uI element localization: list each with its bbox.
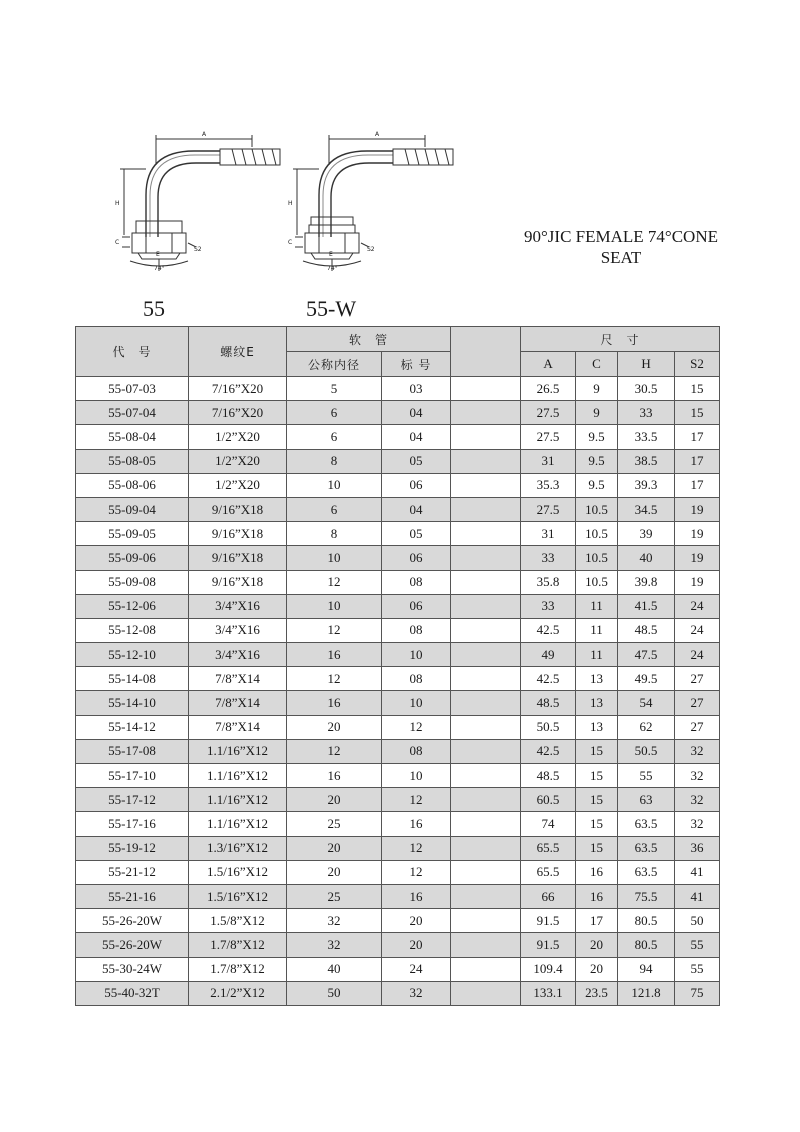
cell-code: 55-17-08 <box>76 739 189 763</box>
table-row <box>76 522 720 546</box>
cell-code: 55-19-12 <box>76 836 189 860</box>
cell-code: 55-14-10 <box>76 691 189 715</box>
table-row <box>76 497 720 521</box>
cell-c: 23.5 <box>576 981 618 1005</box>
cell-gap <box>451 618 521 642</box>
cell-hose-nominal: 6 <box>287 401 382 425</box>
cell-s2: 19 <box>675 570 720 594</box>
cell-gap <box>451 788 521 812</box>
cell-hose-nominal: 20 <box>287 788 382 812</box>
cell-code: 55-07-04 <box>76 401 189 425</box>
cell-thread: 1.5/16”X12 <box>189 860 287 884</box>
cell-h: 63 <box>618 788 675 812</box>
cell-thread: 3/4”X16 <box>189 594 287 618</box>
header-s2: S2 <box>675 352 720 377</box>
cell-a: 66 <box>521 884 576 908</box>
cell-code: 55-17-16 <box>76 812 189 836</box>
fitting-drawing-55w <box>283 125 488 275</box>
header-hose-mark: 标 号 <box>382 352 451 377</box>
cell-code: 55-08-05 <box>76 449 189 473</box>
cell-s2: 27 <box>675 715 720 739</box>
cell-code: 55-08-06 <box>76 473 189 497</box>
cell-hose-mark: 04 <box>382 497 451 521</box>
cell-h: 94 <box>618 957 675 981</box>
cell-h: 41.5 <box>618 594 675 618</box>
cell-a: 35.3 <box>521 473 576 497</box>
cell-code: 55-12-08 <box>76 618 189 642</box>
cell-hose-nominal: 12 <box>287 667 382 691</box>
cell-h: 47.5 <box>618 643 675 667</box>
cell-thread: 1.1/16”X12 <box>189 788 287 812</box>
cell-a: 26.5 <box>521 377 576 401</box>
cell-code: 55-40-32T <box>76 981 189 1005</box>
cell-hose-nominal: 16 <box>287 643 382 667</box>
dim-a-label: A <box>202 131 207 138</box>
table-row <box>76 401 720 425</box>
table-row <box>76 812 720 836</box>
cell-thread: 7/16”X20 <box>189 377 287 401</box>
cell-s2: 24 <box>675 594 720 618</box>
cone-angle-label: 74° <box>327 265 338 272</box>
table-row <box>76 667 720 691</box>
cell-thread: 1.1/16”X12 <box>189 764 287 788</box>
cell-gap <box>451 667 521 691</box>
cell-s2: 55 <box>675 957 720 981</box>
cell-h: 33.5 <box>618 425 675 449</box>
cell-h: 38.5 <box>618 449 675 473</box>
cell-hose-nominal: 25 <box>287 884 382 908</box>
cell-code: 55-12-10 <box>76 643 189 667</box>
header-gap <box>451 327 521 377</box>
cell-h: 54 <box>618 691 675 715</box>
cell-hose-mark: 06 <box>382 594 451 618</box>
cell-h: 55 <box>618 764 675 788</box>
cell-c: 10.5 <box>576 497 618 521</box>
cell-h: 39.3 <box>618 473 675 497</box>
cell-hose-mark: 10 <box>382 643 451 667</box>
table-row <box>76 449 720 473</box>
spec-table <box>75 326 720 1006</box>
cell-gap <box>451 764 521 788</box>
cell-c: 16 <box>576 860 618 884</box>
cell-a: 42.5 <box>521 618 576 642</box>
cell-hose-mark: 08 <box>382 739 451 763</box>
cell-s2: 32 <box>675 764 720 788</box>
cell-a: 91.5 <box>521 933 576 957</box>
cell-c: 9 <box>576 377 618 401</box>
cell-gap <box>451 473 521 497</box>
table-row <box>76 594 720 618</box>
cell-thread: 3/4”X16 <box>189 618 287 642</box>
cell-hose-nominal: 6 <box>287 497 382 521</box>
table-row <box>76 425 720 449</box>
cell-hose-nominal: 20 <box>287 836 382 860</box>
cell-c: 15 <box>576 788 618 812</box>
cell-hose-nominal: 16 <box>287 764 382 788</box>
cell-s2: 17 <box>675 449 720 473</box>
cell-a: 48.5 <box>521 764 576 788</box>
header-h: H <box>618 352 675 377</box>
cell-hose-mark: 20 <box>382 909 451 933</box>
cell-gap <box>451 715 521 739</box>
cell-code: 55-21-16 <box>76 884 189 908</box>
cell-h: 48.5 <box>618 618 675 642</box>
cell-hose-mark: 12 <box>382 836 451 860</box>
cell-h: 121.8 <box>618 981 675 1005</box>
table-row <box>76 933 720 957</box>
cell-thread: 9/16”X18 <box>189 522 287 546</box>
table-row <box>76 570 720 594</box>
cell-hose-mark: 16 <box>382 884 451 908</box>
cell-gap <box>451 594 521 618</box>
cell-h: 80.5 <box>618 909 675 933</box>
table-row <box>76 473 720 497</box>
cell-thread: 7/8”X14 <box>189 667 287 691</box>
cell-s2: 24 <box>675 618 720 642</box>
cell-hose-nominal: 8 <box>287 522 382 546</box>
cell-thread: 9/16”X18 <box>189 546 287 570</box>
dim-a-label: A <box>375 131 380 138</box>
cell-thread: 1/2”X20 <box>189 473 287 497</box>
cell-gap <box>451 570 521 594</box>
title-line-1: 90°JIC FEMALE 74°CONE <box>524 227 718 246</box>
cell-thread: 1.5/16”X12 <box>189 884 287 908</box>
cell-hose-nominal: 16 <box>287 691 382 715</box>
cell-gap <box>451 957 521 981</box>
header-a: A <box>521 352 576 377</box>
cell-c: 10.5 <box>576 522 618 546</box>
cell-hose-nominal: 8 <box>287 449 382 473</box>
dim-s2-label: S2 <box>194 246 202 253</box>
cell-hose-mark: 08 <box>382 667 451 691</box>
cell-code: 55-08-04 <box>76 425 189 449</box>
cell-hose-mark: 24 <box>382 957 451 981</box>
cell-h: 50.5 <box>618 739 675 763</box>
cell-h: 33 <box>618 401 675 425</box>
cell-a: 33 <box>521 546 576 570</box>
cell-c: 15 <box>576 764 618 788</box>
cell-hose-mark: 12 <box>382 715 451 739</box>
cell-thread: 2.1/2”X12 <box>189 981 287 1005</box>
table-row <box>76 377 720 401</box>
cell-h: 63.5 <box>618 836 675 860</box>
dim-e-label: E <box>329 251 333 258</box>
cell-code: 55-17-10 <box>76 764 189 788</box>
cell-gap <box>451 739 521 763</box>
cell-a: 133.1 <box>521 981 576 1005</box>
cell-c: 15 <box>576 812 618 836</box>
cell-gap <box>451 401 521 425</box>
cell-hose-mark: 03 <box>382 377 451 401</box>
cell-s2: 32 <box>675 739 720 763</box>
cell-hose-nominal: 20 <box>287 860 382 884</box>
cell-hose-mark: 10 <box>382 691 451 715</box>
cell-code: 55-26-20W <box>76 909 189 933</box>
header-dimensions: 尺 寸 <box>521 327 720 352</box>
cell-s2: 19 <box>675 522 720 546</box>
cell-c: 13 <box>576 667 618 691</box>
cell-gap <box>451 981 521 1005</box>
cell-s2: 17 <box>675 425 720 449</box>
cell-gap <box>451 377 521 401</box>
cell-hose-mark: 05 <box>382 449 451 473</box>
cell-s2: 32 <box>675 812 720 836</box>
cell-gap <box>451 812 521 836</box>
cell-code: 55-14-12 <box>76 715 189 739</box>
cell-h: 30.5 <box>618 377 675 401</box>
cell-s2: 27 <box>675 691 720 715</box>
table-row <box>76 909 720 933</box>
cell-hose-mark: 08 <box>382 618 451 642</box>
cell-h: 39 <box>618 522 675 546</box>
cell-a: 48.5 <box>521 691 576 715</box>
cell-s2: 19 <box>675 546 720 570</box>
table-row <box>76 860 720 884</box>
cell-c: 10.5 <box>576 570 618 594</box>
cell-thread: 7/8”X14 <box>189 691 287 715</box>
cell-s2: 15 <box>675 377 720 401</box>
model-label-55w: 55-W <box>306 296 357 321</box>
cell-code: 55-30-24W <box>76 957 189 981</box>
table-row <box>76 957 720 981</box>
cell-gap <box>451 425 521 449</box>
cell-thread: 1/2”X20 <box>189 449 287 473</box>
cell-s2: 41 <box>675 884 720 908</box>
cell-hose-nominal: 12 <box>287 618 382 642</box>
table-row <box>76 788 720 812</box>
product-title <box>488 226 754 268</box>
cell-c: 11 <box>576 618 618 642</box>
cell-h: 40 <box>618 546 675 570</box>
cell-s2: 24 <box>675 643 720 667</box>
cell-code: 55-21-12 <box>76 860 189 884</box>
cell-thread: 1.5/8”X12 <box>189 909 287 933</box>
cell-code: 55-09-04 <box>76 497 189 521</box>
cell-gap <box>451 449 521 473</box>
cell-c: 9.5 <box>576 425 618 449</box>
cell-h: 39.8 <box>618 570 675 594</box>
cell-a: 27.5 <box>521 425 576 449</box>
header-code: 代 号 <box>76 327 189 377</box>
table-row <box>76 836 720 860</box>
cell-hose-nominal: 40 <box>287 957 382 981</box>
cell-hose-mark: 04 <box>382 401 451 425</box>
title-line-2: SEAT <box>600 248 642 267</box>
cell-s2: 15 <box>675 401 720 425</box>
cell-c: 9.5 <box>576 473 618 497</box>
cell-hose-nominal: 10 <box>287 546 382 570</box>
cell-h: 49.5 <box>618 667 675 691</box>
cell-s2: 75 <box>675 981 720 1005</box>
cell-hose-mark: 12 <box>382 860 451 884</box>
cell-s2: 50 <box>675 909 720 933</box>
cell-hose-nominal: 10 <box>287 594 382 618</box>
cell-code: 55-17-12 <box>76 788 189 812</box>
cell-hose-nominal: 12 <box>287 570 382 594</box>
cell-c: 15 <box>576 739 618 763</box>
cell-s2: 55 <box>675 933 720 957</box>
model-label-55: 55 <box>143 296 165 321</box>
cell-s2: 36 <box>675 836 720 860</box>
table-row <box>76 618 720 642</box>
cell-a: 74 <box>521 812 576 836</box>
cell-c: 9 <box>576 401 618 425</box>
cell-s2: 19 <box>675 497 720 521</box>
cell-a: 91.5 <box>521 909 576 933</box>
cell-code: 55-09-08 <box>76 570 189 594</box>
cell-thread: 1.7/8”X12 <box>189 957 287 981</box>
cell-code: 55-12-06 <box>76 594 189 618</box>
cell-s2: 17 <box>675 473 720 497</box>
cell-s2: 32 <box>675 788 720 812</box>
cell-a: 49 <box>521 643 576 667</box>
cell-gap <box>451 909 521 933</box>
cell-c: 10.5 <box>576 546 618 570</box>
cell-c: 13 <box>576 691 618 715</box>
cell-code: 55-09-05 <box>76 522 189 546</box>
dim-c-label: C <box>288 239 293 246</box>
table-row <box>76 691 720 715</box>
cell-c: 11 <box>576 594 618 618</box>
cell-thread: 7/16”X20 <box>189 401 287 425</box>
table-row <box>76 981 720 1005</box>
cell-hose-nominal: 10 <box>287 473 382 497</box>
dim-h-label: H <box>288 200 293 207</box>
table-row <box>76 546 720 570</box>
cell-gap <box>451 522 521 546</box>
cell-a: 60.5 <box>521 788 576 812</box>
cell-hose-mark: 10 <box>382 764 451 788</box>
table-row <box>76 764 720 788</box>
cell-hose-mark: 06 <box>382 473 451 497</box>
cell-thread: 9/16”X18 <box>189 497 287 521</box>
dim-e-label: E <box>156 251 160 258</box>
cell-h: 62 <box>618 715 675 739</box>
header-hose-nominal: 公称内径 <box>287 352 382 377</box>
cell-h: 80.5 <box>618 933 675 957</box>
cell-h: 34.5 <box>618 497 675 521</box>
header-c: C <box>576 352 618 377</box>
cell-a: 33 <box>521 594 576 618</box>
cell-gap <box>451 933 521 957</box>
cell-thread: 1.7/8”X12 <box>189 933 287 957</box>
cell-hose-nominal: 5 <box>287 377 382 401</box>
cell-a: 31 <box>521 449 576 473</box>
cell-hose-mark: 06 <box>382 546 451 570</box>
cell-h: 63.5 <box>618 860 675 884</box>
table-row <box>76 715 720 739</box>
cell-a: 65.5 <box>521 860 576 884</box>
cone-angle-label: 74° <box>154 265 165 272</box>
dim-c-label: C <box>115 239 120 246</box>
cell-gap <box>451 691 521 715</box>
cell-thread: 1/2”X20 <box>189 425 287 449</box>
table-row <box>76 884 720 908</box>
table-row <box>76 643 720 667</box>
cell-s2: 41 <box>675 860 720 884</box>
cell-thread: 1.1/16”X12 <box>189 812 287 836</box>
cell-a: 42.5 <box>521 739 576 763</box>
cell-a: 35.8 <box>521 570 576 594</box>
cell-hose-mark: 16 <box>382 812 451 836</box>
cell-h: 75.5 <box>618 884 675 908</box>
cell-code: 55-14-08 <box>76 667 189 691</box>
cell-a: 50.5 <box>521 715 576 739</box>
cell-h: 63.5 <box>618 812 675 836</box>
cell-thread: 3/4”X16 <box>189 643 287 667</box>
cell-gap <box>451 860 521 884</box>
cell-gap <box>451 546 521 570</box>
cell-c: 20 <box>576 933 618 957</box>
cell-c: 20 <box>576 957 618 981</box>
cell-gap <box>451 836 521 860</box>
cell-hose-nominal: 50 <box>287 981 382 1005</box>
cell-a: 109.4 <box>521 957 576 981</box>
dim-s2-label: S2 <box>367 246 375 253</box>
cell-hose-nominal: 20 <box>287 715 382 739</box>
cell-s2: 27 <box>675 667 720 691</box>
dim-h-label: H <box>115 200 120 207</box>
cell-gap <box>451 884 521 908</box>
cell-hose-mark: 08 <box>382 570 451 594</box>
cell-c: 13 <box>576 715 618 739</box>
cell-hose-nominal: 25 <box>287 812 382 836</box>
cell-hose-nominal: 32 <box>287 909 382 933</box>
cell-c: 9.5 <box>576 449 618 473</box>
cell-hose-nominal: 6 <box>287 425 382 449</box>
cell-a: 31 <box>521 522 576 546</box>
cell-code: 55-09-06 <box>76 546 189 570</box>
cell-hose-mark: 12 <box>382 788 451 812</box>
cell-c: 16 <box>576 884 618 908</box>
cell-hose-mark: 05 <box>382 522 451 546</box>
cell-a: 27.5 <box>521 497 576 521</box>
cell-hose-mark: 20 <box>382 933 451 957</box>
cell-thread: 7/8”X14 <box>189 715 287 739</box>
cell-code: 55-26-20W <box>76 933 189 957</box>
cell-thread: 1.1/16”X12 <box>189 739 287 763</box>
cell-gap <box>451 497 521 521</box>
cell-hose-mark: 32 <box>382 981 451 1005</box>
cell-code: 55-07-03 <box>76 377 189 401</box>
cell-c: 17 <box>576 909 618 933</box>
header-thread: 螺纹E <box>189 327 287 377</box>
cell-a: 65.5 <box>521 836 576 860</box>
cell-thread: 1.3/16”X12 <box>189 836 287 860</box>
cell-gap <box>451 643 521 667</box>
table-row <box>76 739 720 763</box>
cell-hose-nominal: 12 <box>287 739 382 763</box>
cell-hose-nominal: 32 <box>287 933 382 957</box>
cell-a: 27.5 <box>521 401 576 425</box>
cell-hose-mark: 04 <box>382 425 451 449</box>
cell-c: 11 <box>576 643 618 667</box>
cell-a: 42.5 <box>521 667 576 691</box>
header-hose: 软 管 <box>287 327 451 352</box>
cell-c: 15 <box>576 836 618 860</box>
cell-thread: 9/16”X18 <box>189 570 287 594</box>
